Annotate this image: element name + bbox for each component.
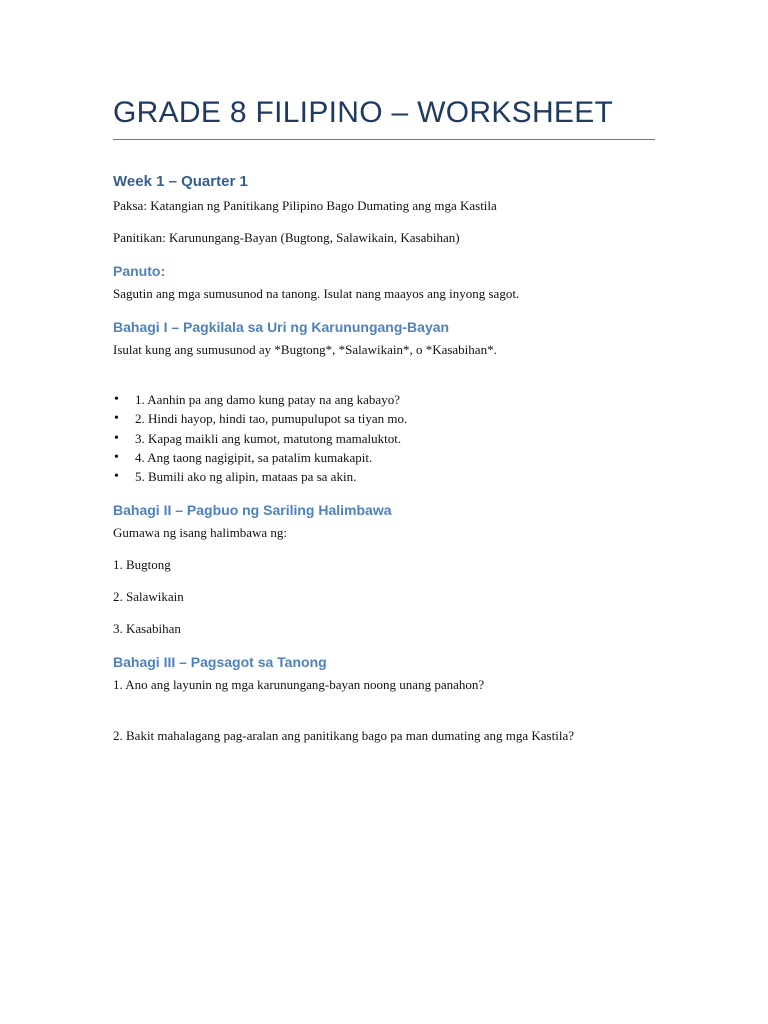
bullet-icon: • [114,411,119,427]
panitikan-text: Panitikan: Karunungang-Bayan (Bugtong, Salawikain, Kasabihan) [113,230,460,245]
bahagi2-item-kasabihan: 3. Kasabihan [113,621,181,636]
panuto-heading: Panuto: [113,263,166,279]
panuto-text: Sagutin ang mga sumusunod na tanong. Isulat nang maayos ang inyong sagot. [113,286,520,301]
bahagi2-heading: Bahagi II – Pagbuo ng Sariling Halimbawa [113,502,392,518]
paksa-text: Paksa: Katangian ng Panitikang Pilipino Bago Dumating ang mga Kastila [113,198,497,213]
list-item: • 1. Aanhin pa ang damo kung patay na ang kabayo? [113,390,407,409]
bahagi2-item-bugtong: 1. Bugtong [113,557,171,572]
bahagi1-heading: Bahagi I – Pagkilala sa Uri ng Karunungang-Bayan [113,319,450,335]
bahagi2-instruction: Gumawa ng isang halimbawa ng: [113,525,288,540]
list-item: • 5. Bumili ako ng alipin, mataas pa sa akin. [113,467,407,486]
bullet-icon: • [114,430,119,446]
bullet-icon: • [114,449,119,465]
bullet-icon: • [114,392,119,407]
bullet-icon: • [114,469,119,485]
bahagi3-heading: Bahagi III – Pagsagot sa Tanong [113,654,327,670]
document-title: GRADE 8 FILIPINO – WORKSHEET [113,96,614,129]
title-divider [113,139,655,140]
bahagi2-item-salawikain: 2. Salawikain [113,589,184,604]
bahagi3-question-2: 2. Bakit mahalagang pag-aralan ang panitikang bago pa man dumating ang mga Kastila? [113,728,574,743]
bahagi1-list [113,390,407,486]
bahagi1-instruction: Isulat kung ang sumusunod ay *Bugtong*, *Salawikain*, o *Kasabihan*. [113,342,497,357]
week-heading: Week 1 – Quarter 1 [113,173,248,190]
list-item: • 3. Kapag maikli ang kumot, matutong mamaluktot. [113,429,407,448]
list-item: • 4. Ang taong nagigipit, sa patalim kumakapit. [113,448,407,467]
list-item: • 2. Hindi hayop, hindi tao, pumupulupot sa tiyan mo. [113,409,407,428]
bahagi3-question-1: 1. Ano ang layunin ng mga karunungang-bayan noong unang panahon? [113,677,485,692]
